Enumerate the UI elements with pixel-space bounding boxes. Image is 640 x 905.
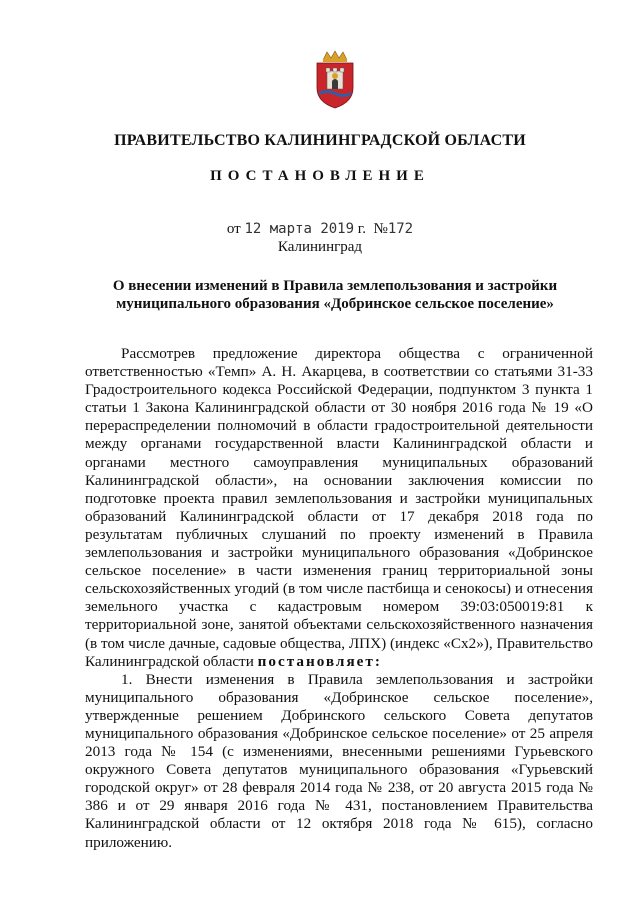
government-title: ПРАВИТЕЛЬСТВО КАЛИНИНГРАДСКОЙ ОБЛАСТИ	[114, 132, 526, 149]
date-suffix: г.	[357, 221, 367, 237]
subject-line-1: О внесении изменений в Правила землепользования и застройки	[112, 278, 558, 294]
item-1-paragraph: 1. Внести изменения в Правила землепользования и застройки муниципального образования «Добринское сельское поселение», утвержденные решением Добринского сельского Совета депутатов муниципального образования «Добринское сельское поселение» от 25 апреля 2013 года № 154 (с изменениями, внесенными решениями Гурьевского окружного Совета депутатов муниципального образования «Гурьевский городской округ» от 28 февраля 2014 года № 238, от 20 августа 2015 года № 386 и от 29 января 2016 года № 431, постановлением Правительства Калининградской области от 12 октября 2018 года № 615), согласно приложению.	[85, 670, 593, 851]
city: Калининград	[277, 239, 363, 255]
number-sign: №	[373, 221, 388, 237]
document-type: ПОСТАНОВЛЕНИЕ	[210, 168, 430, 184]
document-subject	[90, 277, 580, 313]
document-body	[85, 345, 593, 852]
preamble-text: Рассмотрев предложение директора общества с ограниченной ответственностью «Темп» А. Н. Акарцева, в соответствии со статьями 31-33 Градостроительного кодекса Российской Федерации, подпунктом 3 пункта 1 статьи 1 Закона Калининградской области от 30 ноября 2016 года № 19 «О перераспределении полномочий в области градостроительной деятельности между органами государственной власти Калининградской области и органами местного самоуправления муниципальных образований Калининградской области», на основании заключения комиссии по подготовке проекта правил землепользования и застройки муниципальных образований Калининградской области от 17 декабря 2018 года по результатам публичных слушаний по проекту изменений в Правила землепользования и застройки муниципального образования «Добринское сельское поселение» в части изменения границ территориальной зоны сельскохозяйственных угодий (в том числе пастбища и сенокосы) и отнесения земельного участка с кадастровым номером 39:03:050019:81 к территориальной зоне, занятой объектами сельскохозяйственного назначения (в том числе дачные, садовые общества, ЛПХ) (индекс «Сх2»), Правительство Калининградской области	[85, 345, 593, 670]
subject-line-2: муниципального образования «Добринское сельское поселение»	[116, 296, 554, 312]
coat-of-arms-icon	[313, 50, 357, 110]
date-value: 12 марта 2019	[244, 221, 355, 237]
preamble-paragraph	[85, 345, 593, 671]
resolves-word: постановляет:	[257, 652, 382, 670]
date-number-line	[0, 221, 640, 238]
date-prefix: от	[226, 221, 241, 237]
document-number: 172	[387, 221, 414, 237]
